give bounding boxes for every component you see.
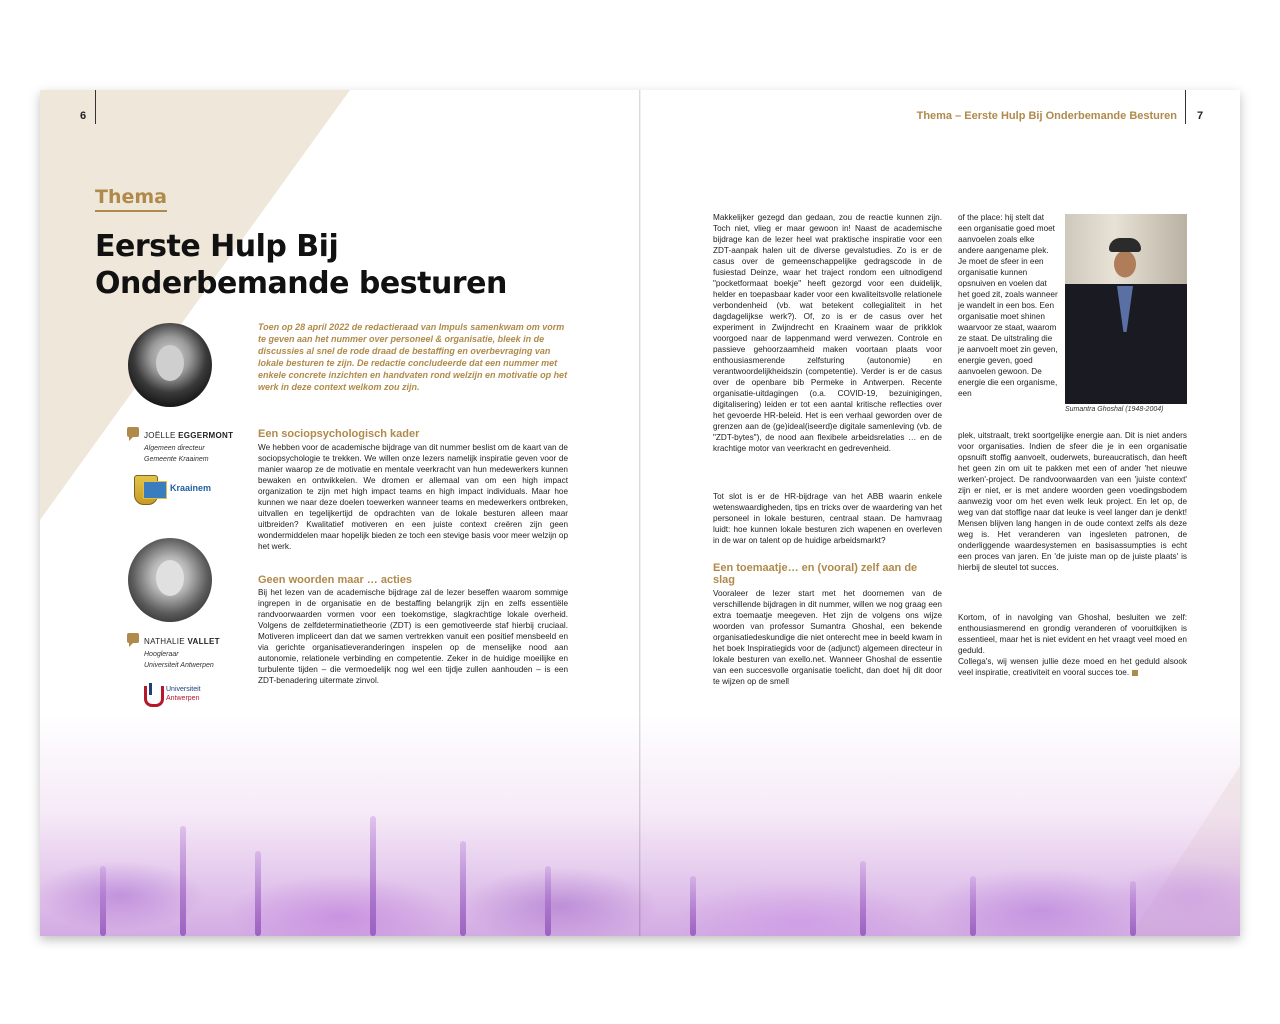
article-intro: Toen op 28 april 2022 de redactieraad van Impuls samenkwam om vorm te geven aan het nummer over personeel & organisatie, bleek in de discussies al snel de rode draad de bestaffing en overbevraging van lokale besturen te zijn. De redactie concludeerde dat een nummer met enkele concrete inzichten en handvaten rond welzijn en motivatie op het werk in deze context welkom zou zijn. [258,322,568,392]
author-portrait-eggermont [128,323,212,407]
section-label: Thema [95,187,167,212]
section-heading-acties: Geen woorden maar … acties [258,574,413,586]
universiteit-antwerpen-logo: Universiteit Antwerpen [144,686,224,708]
speech-bubble-icon [127,427,139,437]
page-number-rule [1185,90,1186,124]
section-body-acties: Bij het lezen van de academische bijdrage zal de lezer beseffen waarom sommige ingrepen in de organisatie en de bestaffing belangrijk zijn en zelfs essentiële randvoorwaarden vormen voor een toekomstige, slagkrachtige lokale overheid. Volgens de zelfdeterminatietheorie (ZDT) is een gemotiveerde staf hierbij cruciaal. Motiveren impliceert dan dat we samen vertrekken vanuit een positief mensbeeld en via gerichte organisatieveranderingen inspelen op de menselijke nood aan autonomie, relationele verbinding en competentie. Zeker in de huidige moeilijke en turbulente tijden – die vermoedelijk nog wel een tijdje zullen aanhouden – is een ZDT-benadering uitermate zinvol. [258,588,568,685]
column2-paragraph3: Collega's, wij wensen jullie deze moed en het geduld alsook veel inspiratie, creativiteit en vooral succes toe. [958,657,1187,677]
magazine-spread [40,90,1240,936]
article-title: Eerste Hulp Bij Onderbemande besturen [95,229,507,301]
lavender-stem [1130,881,1136,936]
section-body-kader: We hebben voor de academische bijdrage van dit nummer beslist om de kaart van de sociopsychologie te trekken. We willen onze lezers namelijk inspiratie geven voor de manier waarop ze de motivatie en mentale veerkracht van hun medewerkers kunnen bewaken en ontwikkelen. We dromen er allemaal van om een high impact organization te zijn met high impact teams en high impact individuals. Maar hoe kunnen we naar deze doelen toewerken wanneer teams en medewerkers ontbreken, uitvallen en tegelijkertijd de opdrachten van de lokale besturen alleen maar uitbreiden? Kwalitatief motiveren en een juiste context creëren zijn geen wondermiddelen maar hopelijk bieden ze toch een stevige basis voor meer welzijn op het werk. [258,443,568,551]
column1-paragraph3: Vooraleer de lezer start met het doornemen van de verschillende bijdragen in dit nummer, willen we nog graag een extra toemaatje meegeven. Het zijn de volgens ons wijze woorden van professor Sumantra Ghoshal, een bekende organisatiedeskundige die niet onterecht mee in beeld kwam in het boek Inspiratiegids voor de (adjunct) algemeen directeur in lokale besturen van exello.net. Wanneer Ghoshal de essentie van een succesvolle organisatie toelicht, dan doet hij dit door te wijzen op de smell [713,589,942,686]
lavender-stem [370,816,376,936]
column2-paragraph1: plek, uitstraalt, trekt soortgelijke energie aan. Dit is niet anders voor organisaties. Indien de sfeer die je in een organisatie opsnuift stoffig aanvoelt, ouderwets, bureaucratisch, dan heeft het geen zin om uit te pakken met een of ander 'het nieuwe werken'-project. De randvoorwaarden van een 'juiste context' zijn er niet, er is met andere woorden geen voedingsbodem aanwezig voor om het even welk leuk project. En let op, de weg van dat stoffige naar dat leuke is veel langer dan je denkt! Mensen blijven lang hangen in de oude context zelfs als deze weg is. Het veranderen van ingesleten patronen, de onderliggende waardesystemen en basisassumpties is echt een proces van jaren. En 'de juiste man op de juiste plaats' is hierbij de sleutel tot succes. [958,431,1187,572]
kraainem-logo: Kraainem [134,475,214,505]
author-name-eggermont: JOËLLE EGGERMONT [144,431,234,440]
page-number-left: 6 [80,110,87,122]
author-name-vallet: NATHALIE VALLET [144,637,220,646]
column2-paragraph2: Kortom, of in navolging van Ghoshal, besluiten we zelf: enthousiasmerend en grondig veranderen of vooruitkijken is essentieel, maar het is niet evident en het vraagt veel moed en geduld. [958,613,1187,655]
section-heading-toemaatje: Een toemaatje… en (vooral) zelf aan de slag [713,562,918,586]
author-portrait-vallet [128,538,212,622]
photo-caption: Sumantra Ghoshal (1948-2004) [1065,406,1164,413]
section-heading-kader: Een sociopsychologisch kader [258,428,420,440]
ghoshal-photo [1065,214,1187,404]
column1-paragraph2: Tot slot is er de HR-bijdrage van het ABB waarin enkele wetenswaardigheden, tips en tricks over de waardering van het personeel in lokale besturen, centraal staan. De hamvraag luidt: hoe kunnen lokale besturen zich wapenen en overleven in de war on talent op de huidige arbeidsmarkt? [713,492,942,545]
author-role-vallet: Hoogleraar Universiteit Antwerpen [144,651,214,669]
lavender-stem [690,876,696,936]
author-role-eggermont: Algemeen directeur Gemeente Kraainem [144,445,209,463]
lavender-stem [970,876,976,936]
lavender-stem [180,826,186,936]
end-mark-icon [1132,670,1138,676]
lavender-stem [460,841,466,936]
lavender-stem [860,861,866,936]
column2-narrow-text: of the place: hij stelt dat een organisatie goed moet aanvoelen zoals elke andere aangename plek. Je moet de sfeer in een organisatie kunnen opsnuiven en voelen dat het goed zit, zoals wanneer je wandelt in een bos. Een organisatie moet shinen waarvoor ze staat, waarom ze staat. De uitstraling die je aanvoelt moet zin geven, energie geven, goed aanvoelen gewoon. De energie die een organisme, een [958,213,1058,398]
page-number-rule [95,90,96,124]
lavender-stem [545,866,551,936]
lavender-stem [100,866,106,936]
spread-spine [639,90,641,936]
lavender-stem [255,851,261,936]
running-head: Thema – Eerste Hulp Bij Onderbemande Besturen [916,110,1177,122]
page-number-right: 7 [1197,110,1204,122]
speech-bubble-icon [127,633,139,643]
column1-paragraph1: Makkelijker gezegd dan gedaan, zou de reactie kunnen zijn. Toch niet, vlieg er maar gewoon in! Naast de academische bijdrage kan de lezer heel wat praktische inspiratie voor een ZDT-aanpak halen uit de diverse gevalstudies. Zo is er de casus over de gemeenschappelijke gedragscode in de fusiestad Deinze, waar het traject rondom een uitnodigend "pocketformaat boekje" heeft gezorgd voor een duidelijk, helder en toepasbaar kader voor een kwaliteitsvolle relationele verbondenheid (vb. wat betekent collegialiteit in het dagdagelijkse werk?). Of, zo is er de casus over het experiment in Zwijndrecht en Kraainem waar de prikklok voorgoed naar de lappenmand werd verwezen. Controle en passieve gehoorzaamheid maken voortaan plaats voor enthousiasmerende zelfsturing (autonomie) en verantwoordelijkheidszin (competentie). Verder is er de casus over de openbare bib Permeke in Antwerpen. Recente organisatie-uitdagingen (o.a. COVID-19, bezuinigingen, digitalisering) leiden er tot een aantal kritische reflecties over het gevoerde HR-beleid. Het is een verhaal geworden over de grenzen aan de (ge)ideal(iseerd)e digitale samenleving (vb. de "ZDT-bytes"), de nood aan flexibele arbeidsrelaties … en de krachtige motor van veerkracht en gedrevenheid. [713,213,942,453]
